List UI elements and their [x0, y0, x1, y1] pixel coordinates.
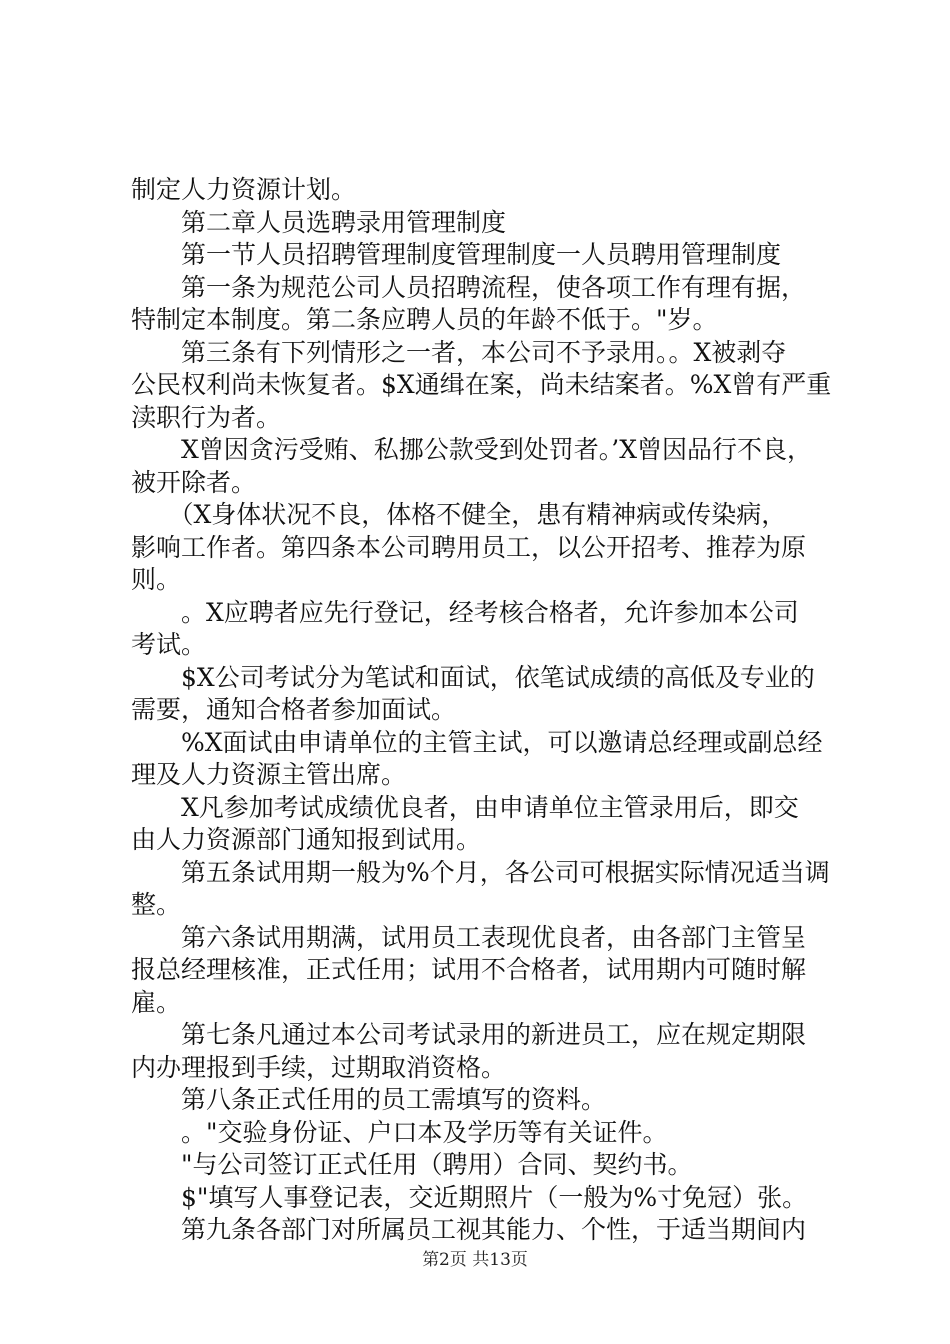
body-text	[131, 174, 831, 1247]
text-line: 公民权利尚未恢复者。$X通缉在案，尚未结案者。%X曾有严重	[131, 370, 832, 399]
text-line: 第三条有下列情形之一者，本公司不予录用。。X被剥夺	[131, 337, 787, 367]
page-number-footer: 第2页 共13页	[422, 1250, 528, 1270]
text-line: 影响工作者。第四条本公司聘用员工，以公开招考、推荐为原	[131, 532, 807, 562]
text-line: （X身体状况不良，体格不健全，患有精神病或传染病，	[131, 500, 787, 529]
text-line: $"填写人事登记表，交近期照片（一般为%寸免冠）张。	[131, 1182, 808, 1212]
text-line: 雇。	[131, 987, 182, 1017]
text-line: 考试。	[131, 630, 207, 659]
text-line: 第七条凡通过本公司考试录用的新进员工，应在规定期限	[131, 1020, 807, 1049]
text-line: 第六条试用期满，试用员工表现优良者，由各部门主管呈	[131, 922, 807, 952]
text-line: 理及人力资源主管出席。	[131, 760, 407, 789]
text-line: 。X应聘者应先行登记，经考核合格者，允许参加本公司	[131, 597, 799, 627]
text-line: X曾因贪污受贿、私挪公款受到处罚者。’X曾因品行不良，	[131, 435, 813, 464]
text-line: 第一节人员招聘管理制度管理制度一人员聘用管理制度	[131, 240, 782, 269]
text-line: 整。	[131, 890, 182, 919]
text-line: 第一条为规范公司人员招聘流程，使各项工作有理有据，	[131, 272, 807, 302]
text-line: 被开除者。	[131, 467, 257, 497]
text-line: 特制定本制度。第二条应聘人员的年龄不低于。"岁。	[131, 305, 718, 334]
text-line: 第二章人员选聘录用管理制度	[131, 207, 507, 237]
text-line: $X公司考试分为笔试和面试，依笔试成绩的高低及专业的	[131, 662, 815, 692]
text-line: 则。	[131, 565, 182, 594]
text-line: 制定人力资源计划。	[131, 175, 357, 204]
text-line: 第八条正式任用的员工需填写的资料。	[131, 1085, 607, 1114]
text-line: %X面试由申请单位的主管主试，可以邀请总经理或副总经	[131, 727, 823, 757]
text-line: 渎职行为者。	[131, 402, 282, 432]
text-line: 报总经理核准，正式任用；试用不合格者，试用期内可随时解	[131, 955, 807, 984]
text-line: 由人力资源部门通知报到试用。	[131, 825, 482, 854]
text-line: X凡参加考试成绩优良者，由申请单位主管录用后，即交	[131, 792, 799, 822]
text-line: 需要，通知合格者参加面试。	[131, 695, 457, 724]
text-line: 第九条各部门对所属员工视其能力、个性，于适当期间内	[131, 1215, 807, 1244]
text-line: 第五条试用期一般为%个月，各公司可根据实际情况适当调	[131, 857, 830, 887]
text-line: 。"交验身份证、户口本及学历等有关证件。	[131, 1117, 668, 1147]
text-line: 内办理报到手续，过期取消资格。	[131, 1052, 507, 1082]
text-line: "与公司签订正式任用（聘用）合同、契约书。	[131, 1150, 693, 1179]
